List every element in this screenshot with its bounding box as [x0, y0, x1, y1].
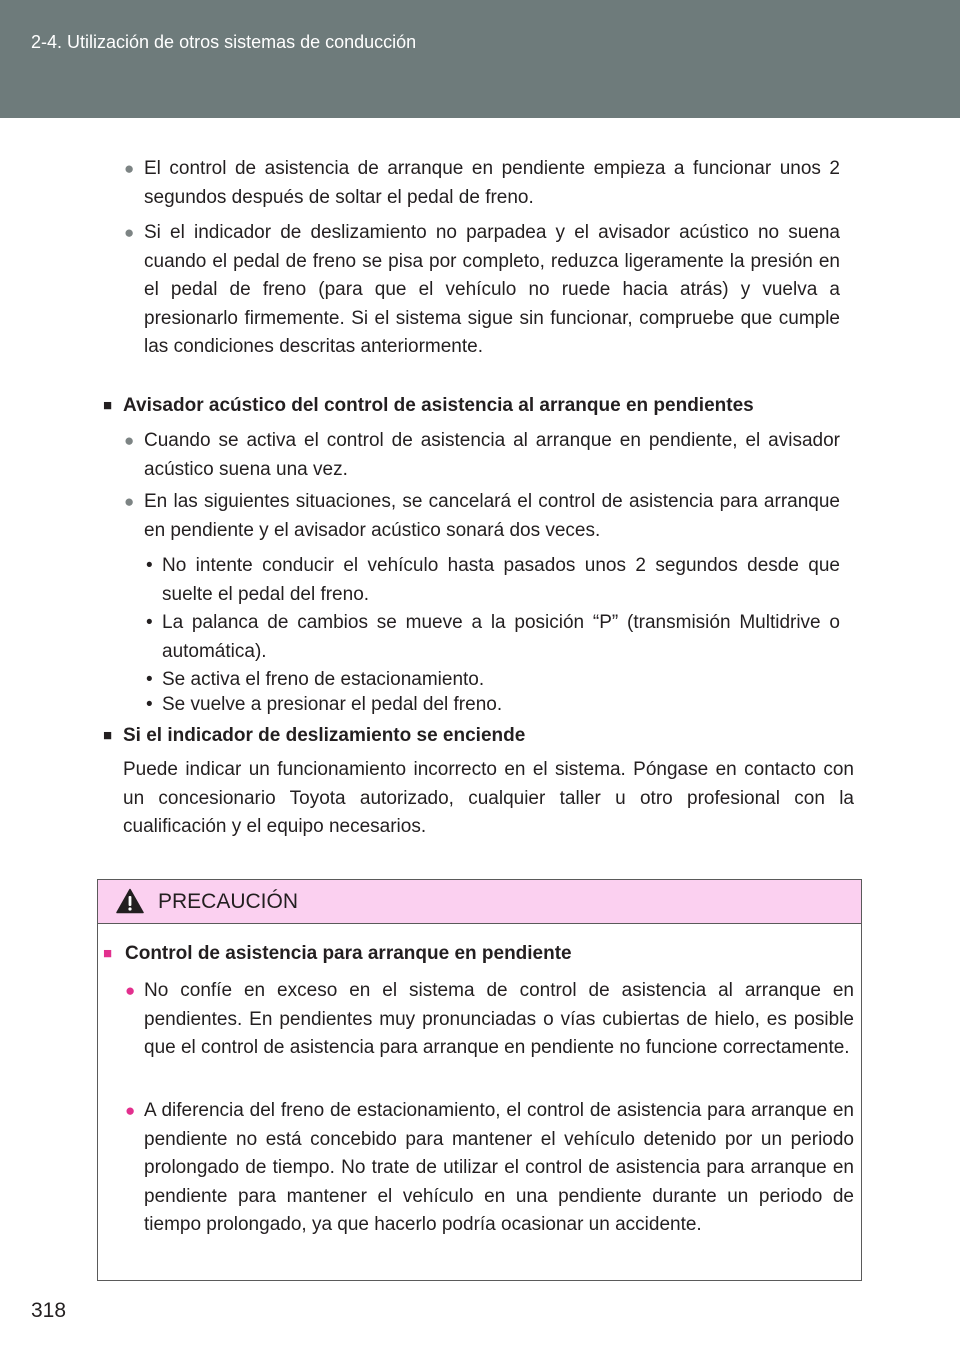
- dot-bullet-icon: •: [146, 694, 153, 715]
- buzzer-sub-item-1: No intente conducir el vehículo hasta pasados unos 2 segundos desde que suelte el pedal del freno.: [162, 555, 840, 605]
- square-bullet-icon: ■: [103, 945, 113, 962]
- dot-bullet-icon: •: [146, 555, 153, 576]
- square-bullet-icon: ■: [103, 727, 113, 744]
- slip-body: Puede indicar un funcionamiento incorrecto en el sistema. Póngase en contacto con un concesionario Toyota autorizado, cualquier taller u otro profesional con la cualificación y el equipo necesarios.: [123, 759, 854, 837]
- page-header: [0, 0, 960, 118]
- bullet-icon: ●: [124, 159, 135, 178]
- section-title: 2-4. Utilización de otros sistemas de conducción: [31, 32, 417, 52]
- caution-heading: Control de asistencia para arranque en pendiente: [125, 943, 572, 964]
- bullet-icon: ●: [125, 1101, 136, 1120]
- caution-box: [97, 879, 862, 1281]
- page-number: 318: [31, 1299, 67, 1322]
- buzzer-sub-item-2: La palanca de cambios se mueve a la posición “P” (transmisión Multidrive o automática).: [162, 612, 840, 662]
- bullet-icon: ●: [124, 431, 135, 450]
- bullet-icon: ●: [124, 223, 135, 242]
- bullet-icon: ●: [125, 981, 136, 1000]
- buzzer-sub-item-3: Se activa el freno de estacionamiento.: [162, 669, 485, 690]
- dot-bullet-icon: •: [146, 612, 153, 633]
- buzzer-bullet-2: En las siguientes situaciones, se cancelará el control de asistencia para arranque en pendiente y el avisador acústico sonará dos veces.: [144, 491, 840, 541]
- buzzer-bullet-1: Cuando se activa el control de asistencia al arranque en pendiente, el avisador acústico suena una vez.: [144, 430, 840, 480]
- caution-bullet-2: A diferencia del freno de estacionamiento, el control de asistencia para arranque en pendiente no está concebido para mantener el vehículo detenido por un periodo prolongado de tiempo. No trate de utilizar el control de asistencia para arranque en pendiente para mantener el vehículo en una pendiente durante un periodo de tiempo prolongado, ya que hacerlo podría ocasionar un accidente.: [144, 1100, 854, 1235]
- caution-title: PRECAUCIÓN: [158, 890, 299, 913]
- buzzer-sub-item-4: Se vuelve a presionar el pedal del freno.: [162, 694, 503, 715]
- section-heading-slip: Si el indicador de deslizamiento se enciende: [123, 725, 526, 746]
- bullet-icon: ●: [124, 492, 135, 511]
- dot-bullet-icon: •: [146, 669, 153, 690]
- caution-header: [98, 880, 861, 924]
- intro-bullet-1: El control de asistencia de arranque en pendiente empieza a funcionar unos 2 segundos después de soltar el pedal de freno.: [144, 158, 840, 208]
- square-bullet-icon: ■: [103, 397, 113, 414]
- caution-bullet-1: No confíe en exceso en el sistema de control de asistencia al arranque en pendientes. En pendientes muy pronunciadas o vías cubiertas de hielo, es posible que el control de asistencia para arranque en pendiente no funcione correctamente.: [144, 980, 854, 1058]
- section-heading-buzzer: Avisador acústico del control de asistencia al arranque en pendientes: [123, 395, 754, 416]
- warning-triangle-icon: [116, 888, 144, 914]
- intro-bullet-2: Si el indicador de deslizamiento no parpadea y el avisador acústico no suena cuando el pedal de freno se pisa por completo, reduzca ligeramente la presión en el pedal de freno (para que el vehículo no ruede hacia atrás) y vuelva a presionarlo firmemente. Si el sistema sigue sin funcionar, compruebe que cumple las condiciones descritas anteriormente.: [144, 222, 840, 357]
